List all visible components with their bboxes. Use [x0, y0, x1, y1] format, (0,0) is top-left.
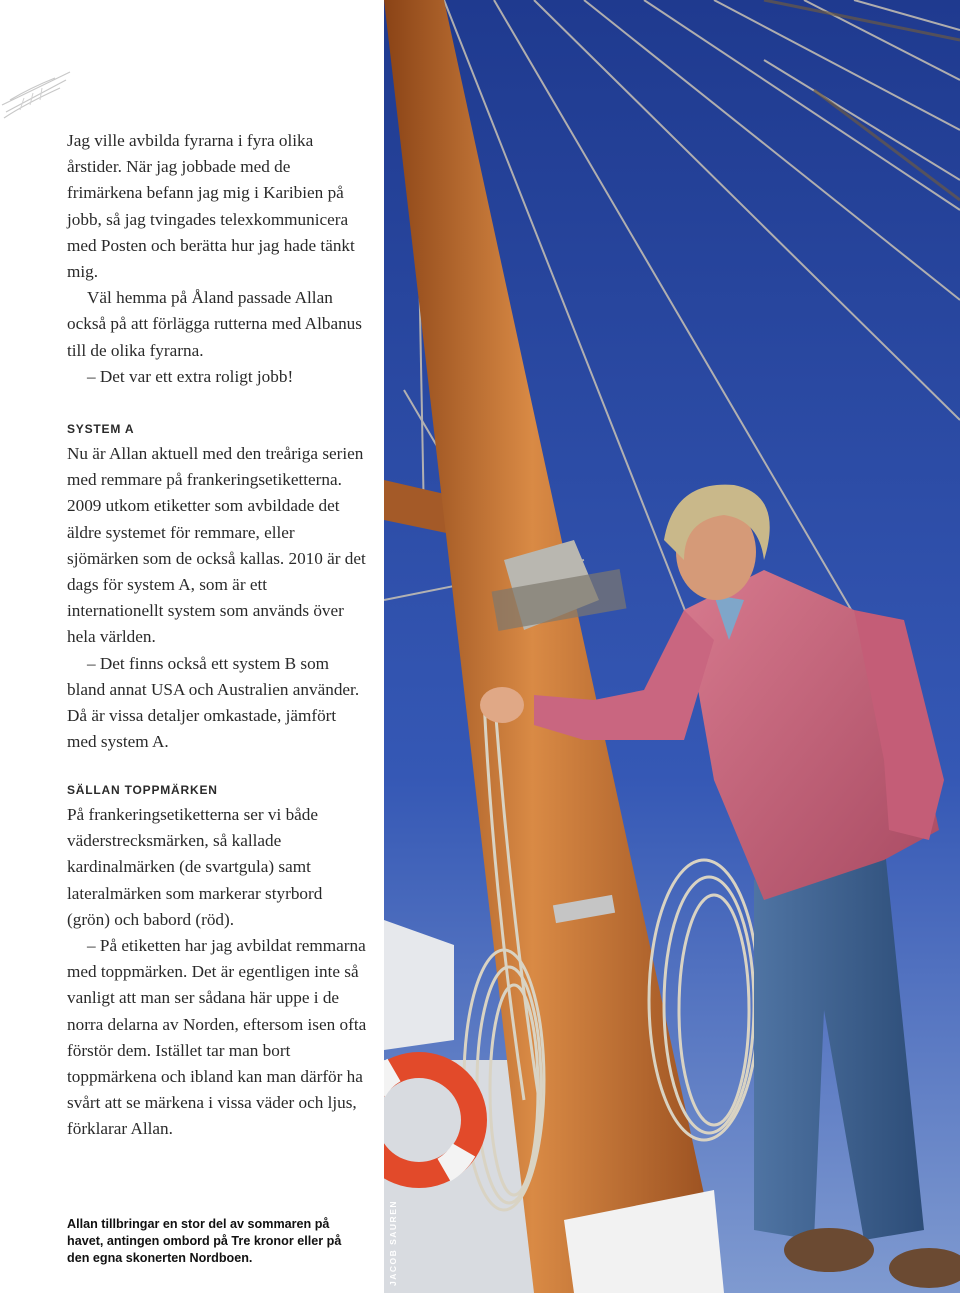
photo-credit: JACOB SAUREN	[388, 1199, 398, 1286]
sallan-paragraph-2: – På etiketten har jag avbildat remmarna med toppmärken. Det är egentligen inte så vanligt att man ser sådana här uppe i de norra delarna av Norden, eftersom isen ofta förstör dem. Istället tar man bort toppmärkena och ibland kan man därför ha svårt att se märkena i vissa väder och ljus, förklarar Allan.	[67, 936, 367, 1139]
system-a-paragraph-1: Nu är Allan aktuell med den treåriga serien med remmare på frankeringsetiketterna. 2009 utkom etiketter som avbildade det äldre systemet för remmare, eller sjömärken som de också kallas. 2010 är det dags för system A, som är ett internationellt system som används över hela världen.	[67, 444, 366, 647]
pencil-sketch-decoration	[0, 60, 80, 130]
photo-caption: Allan tillbringar en stor del av sommaren på havet, antingen ombord på Tre kronor eller på den egna skonerten Nordboen.	[67, 1217, 342, 1265]
system-a-section	[67, 441, 367, 755]
intro-section	[67, 128, 367, 390]
intro-paragraph-1: Jag ville avbilda fyrarna i fyra olika årstider. När jag jobbade med de frimärkena befann jag mig i Karibien på jobb, så jag tvingades telexkommunicera med Posten och berätta hur jag hade tänkt mig.	[67, 131, 355, 282]
section-heading-system-a: SYSTEM A	[67, 422, 135, 436]
photo-man-by-mast	[384, 0, 960, 1293]
section-heading-sallan-toppmarken: SÄLLAN TOPPMÄRKEN	[67, 783, 218, 797]
intro-paragraph-2: Väl hemma på Åland passade Allan också på att förlägga rutterna med Albanus till de olika fyrarna.	[67, 288, 362, 360]
man-hand	[480, 687, 524, 723]
man-shoe-left	[784, 1228, 874, 1272]
intro-quote: – Det var ett extra roligt jobb!	[87, 366, 294, 386]
sallan-paragraph-1: På frankeringsetiketterna ser vi både väderstrecksmärken, så kallade kardinalmärken (de svartgula) samt lateralmärken som markerar styrbord (grön) och babord (röd).	[67, 805, 323, 929]
system-a-paragraph-2: – Det finns också ett system B som bland annat USA och Australien använder. Då är vissa detaljer omkastade, jämfört med system A.	[67, 653, 360, 752]
sallan-toppmarken-section	[67, 802, 367, 1143]
